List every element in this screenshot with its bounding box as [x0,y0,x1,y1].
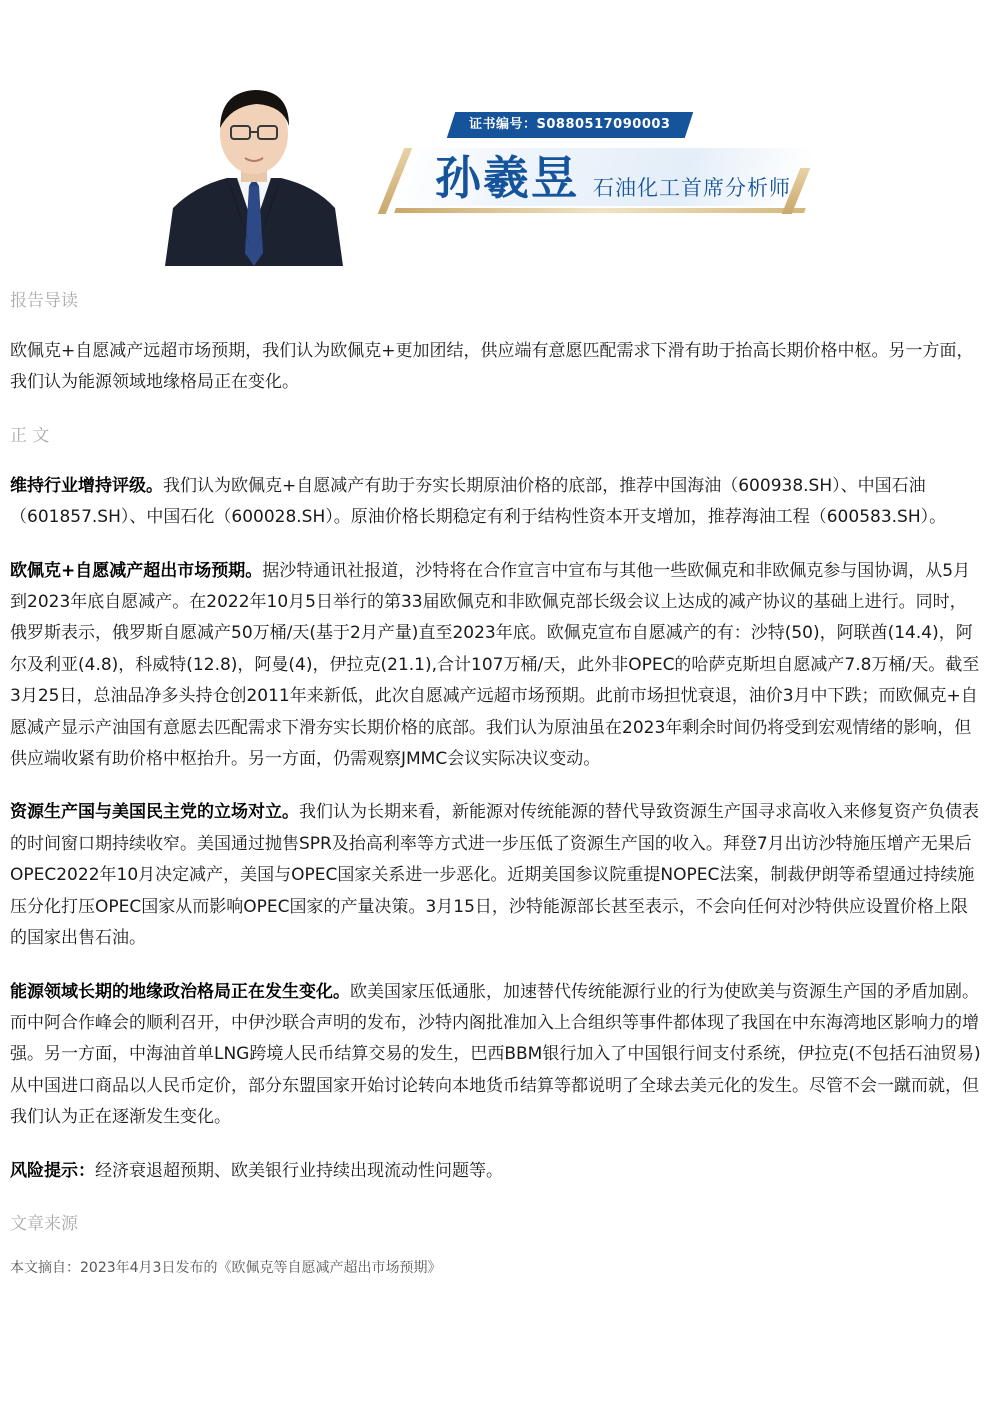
section-label-guide: 报告导读 [10,291,78,311]
banner-accent-bottom [394,208,806,213]
analyst-photo [165,78,343,266]
paragraph-text: 我们认为长期来看，新能源对传统能源的替代导致资源生产国寻求高收入来修复资产负债表的时间窗口期持续收窄。美国通过抛售SPR及抬高利率等方式进一步压低了资源生产国的收入。拜登7月出访沙特施压增产无果后OPEC2022年10月决定减产，美国与OPEC国家关系进一步恶化。近期美国参议院重提NOPEC法案，制裁伊朗等希望通过持续施压分化打压OPEC国家从而影响OPEC国家的产量决策。3月15日，沙特能源部长甚至表示，不会向任何对沙特供应设置价格上限的国家出售石油。 [10,802,979,949]
analyst-name: 孙羲昱 [435,151,579,205]
paragraph-text: 经济衰退超预期、欧美银行业持续出现流动性问题等。 [95,1160,503,1181]
report-content [10,286,982,1281]
paragraph-text: 据沙特通讯社报道，沙特将在合作宣言中宣布与其他一些欧佩克和非欧佩克参与国协调，从5月到2023年底自愿减产。在2022年10月5日举行的第33届欧佩克和非欧佩克部长级会议上达成的减产协议的基础上进行。同时，俄罗斯表示，俄罗斯自愿减产50万桶/天(基于2月产量)直至2023年底。欧佩克宣布自愿减产的有：沙特(50)，阿联酋(14.4)，阿尔及利亚(4.8)，科威特(12.8)，阿曼(4)，伊拉克(21.1),合计107万桶/天，此外非OPEC的哈萨克斯坦自愿减产7.8万桶/天。截至3月25日，总油品净多头持仓创2011年来新低，此次自愿减产远超市场预期。此前市场担忧衰退，油价3月中下跌；而欧佩克+自愿减产显示产油国有意愿去匹配需求下滑夯实长期价格的底部。我们认为原油虽在2023年剩余时间仍将受到宏观情绪的影响，但供应端收紧有助价格中枢抬升。另一方面，仍需观察JMMC会议实际决议变动。 [10,560,980,770]
risk-paragraph [10,1156,982,1187]
paragraph-heading: 欧佩克+自愿减产超出市场预期。 [10,560,263,581]
section-label-body: 正 文 [10,425,50,446]
body-paragraph [10,556,982,776]
section-label-source: 文章来源 [10,1213,78,1234]
body-paragraph [10,471,982,534]
paragraph-text: 我们认为欧佩克+自愿减产有助于夯实长期原油价格的底部，推荐中国海油（600938.SH）、中国石油（601857.SH）、中国石化（600028.SH）。原油价格长期稳定有利于结构性资本开支增加，推荐海油工程（600583.SH）。 [10,475,947,528]
paragraph-heading: 资源生产国与美国民主党的立场对立。 [10,802,299,823]
source-citation: 本文摘自：2023年4月3日发布的《欧佩克等自愿减产超出市场预期》 [10,1259,442,1276]
body-paragraph [10,977,982,1134]
paragraph-heading: 维持行业增持评级。 [10,475,163,496]
analyst-title: 石油化工首席分析师 [593,176,791,200]
certificate-number: 证书编号：S0880517090003 [469,117,671,132]
paragraph-heading: 风险提示： [10,1160,95,1181]
certificate-badge [447,112,693,138]
guide-paragraph: 欧佩克+自愿减产远超市场预期，我们认为欧佩克+更加团结，供应端有意愿匹配需求下滑有助于抬高长期价格中枢。另一方面，我们认为能源领域地缘格局正在变化。 [10,341,974,393]
body-paragraph [10,797,982,954]
paragraph-heading: 能源领域长期的地缘政治格局正在发生变化。 [10,981,350,1002]
paragraph-text: 欧美国家压低通胀，加速替代传统能源行业的行为使欧美与资源生产国的矛盾加剧。而中阿合作峰会的顺利召开，中伊沙联合声明的发布，沙特内阁批准加入上合组织等事件都体现了我国在中东海湾地区影响力的增强。另一方面，中海油首单LNG跨境人民币结算交易的发生，巴西BBM银行加入了中国银行间支付系统，伊拉克(不包括石油贸易)从中国进口商品以人民币定价，部分东盟国家开始讨论转向本地货币结算等都说明了全球去美元化的发生。尽管不会一蹴而就，但我们认为正在逐渐发生变化。 [10,981,981,1128]
analyst-header [165,78,825,268]
